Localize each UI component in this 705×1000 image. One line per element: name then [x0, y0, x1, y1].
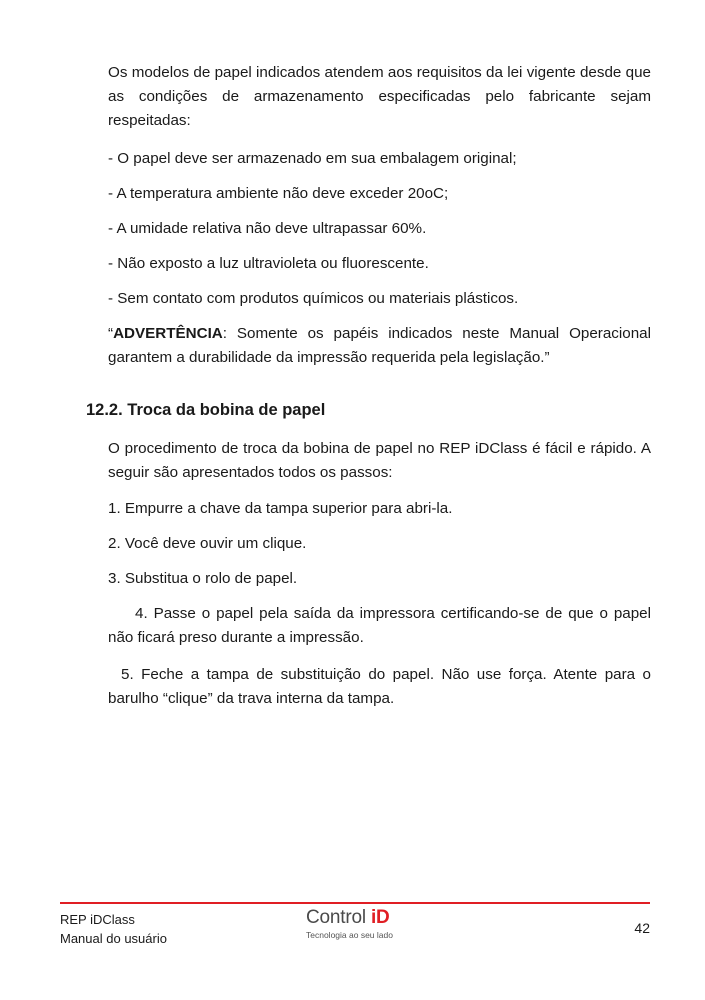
- step-item: 5. Feche a tampa de substituição do papel. Não use força. Atente para o barulho “clique” da trava interna da tampa.: [108, 666, 651, 707]
- condition-item: - Sem contato com produtos químicos ou materiais plásticos.: [108, 290, 519, 307]
- intro-paragraph: Os modelos de papel indicados atendem aos requisitos da lei vigente desde que as condições de armazenamento especificadas pelo fabricante sejam respeitadas:: [108, 64, 651, 129]
- footer-info: [60, 910, 167, 948]
- warning-paragraph: [108, 322, 651, 370]
- condition-item: - Não exposto a luz ultravioleta ou fluorescente.: [108, 255, 429, 272]
- logo-tagline: Tecnologia ao seu lado: [306, 930, 393, 940]
- condition-item: - A umidade relativa não deve ultrapassar 60%.: [108, 220, 427, 237]
- warning-open-quote: “: [108, 325, 114, 342]
- condition-item: - O papel deve ser armazenado em sua embalagem original;: [108, 150, 517, 167]
- warning-label: ADVERTÊNCIA: [113, 325, 223, 342]
- step-item: 1. Empurre a chave da tampa superior para abri-la.: [108, 500, 453, 517]
- footer-product: REP iDClass: [60, 912, 135, 927]
- control-id-logo: [306, 908, 426, 944]
- step-item: 4. Passe o papel pela saída da impressora certificando-se de que o papel não ficará preso durante a impressão.: [108, 605, 651, 646]
- step-item: 3. Substitua o rolo de papel.: [108, 570, 298, 587]
- step-item: 2. Você deve ouvir um clique.: [108, 535, 307, 552]
- warning-text: : Somente os papéis indicados neste Manual Operacional garantem a durabilidade da impressão requerida pela legislação.”: [108, 325, 651, 366]
- condition-item: - A temperatura ambiente não deve exceder 20oC;: [108, 185, 449, 202]
- footer-manual: Manual do usuário: [60, 931, 167, 946]
- section-intro: O procedimento de troca da bobina de papel no REP iDClass é fácil e rápido. A seguir são apresentados todos os passos:: [108, 440, 651, 481]
- logo-text: Control: [306, 907, 371, 928]
- footer-divider: [60, 902, 650, 904]
- page-number: 42: [634, 920, 650, 936]
- logo-id: iD: [370, 907, 390, 928]
- section-heading: 12.2. Troca da bobina de papel: [86, 401, 326, 419]
